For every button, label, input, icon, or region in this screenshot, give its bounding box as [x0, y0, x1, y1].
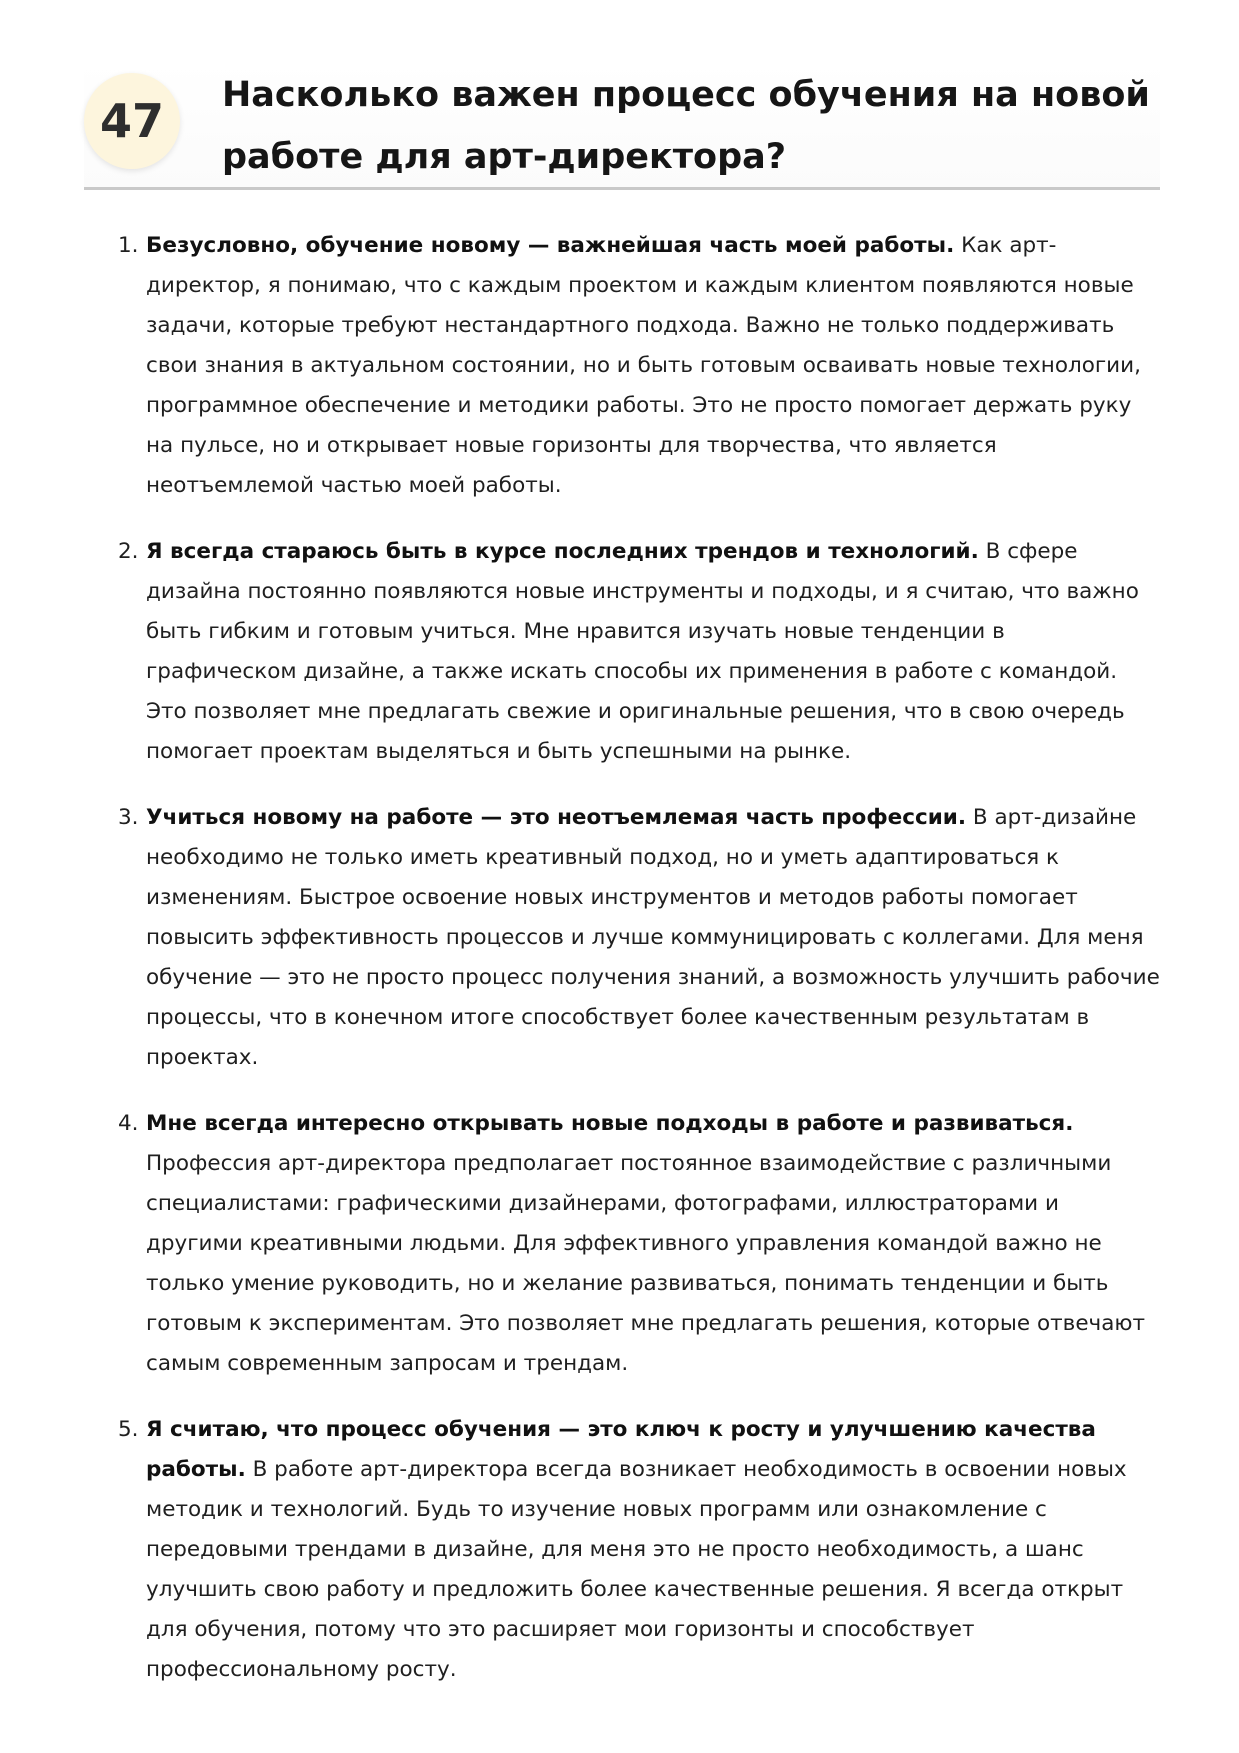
answer-item-3	[100, 798, 1160, 1078]
answer-text: В арт-дизайне необходимо не только иметь креативный подход, но и уметь адаптироваться к изменениям. Быстрое освоение новых инструментов и методов работы помогает повысить эффективность процессов и лучше коммуницировать с коллегами. Для меня обучение — это не просто процесс получения знаний, а возможность улучшить рабочие процессы, что в конечном итоге способствует более качественным результатам в проектах.	[146, 805, 1160, 1070]
answers-section	[100, 226, 1160, 1716]
answer-lead: Я всегда стараюсь быть в курсе последних трендов и технологий.	[146, 539, 979, 564]
answer-item-1	[100, 226, 1160, 506]
answer-lead: Безусловно, обучение новому — важнейшая часть моей работы.	[146, 233, 955, 258]
question-title: Насколько важен процесс обучения на новой работе для арт-директора?	[222, 75, 1150, 177]
answer-item-2	[100, 532, 1160, 772]
answer-text: В сфере дизайна постоянно появляются новые инструменты и подходы, и я считаю, что важно быть гибким и готовым учиться. Мне нравится изучать новые тенденции в графическом дизайне, а также искать способы их применения в работе с командой. Это позволяет мне предлагать свежие и оригинальные решения, что в свою очередь помогает проектам выделяться и быть успешными на рынке.	[146, 539, 1139, 764]
answer-lead: Мне всегда интересно открывать новые подходы в работе и развиваться.	[146, 1111, 1074, 1136]
answer-lead: Учиться новому на работе — это неотъемлемая часть профессии.	[146, 805, 967, 830]
answer-number: 1.	[118, 233, 139, 258]
answers-list	[100, 226, 1160, 1690]
answer-text: В работе арт-директора всегда возникает необходимость в освоении новых методик и технологий. Будь то изучение новых программ или ознакомление с передовыми трендами в дизайне, для меня это не просто необходимость, а шанс улучшить свою работу и предложить более качественные решения. Я всегда открыт для обучения, потому что это расширяет мои горизонты и способствует профессиональному росту.	[146, 1457, 1127, 1682]
question-header	[84, 62, 1160, 190]
answer-number: 3.	[118, 805, 139, 830]
answer-number: 5.	[118, 1417, 139, 1442]
answer-item-5	[100, 1410, 1160, 1690]
answer-lead: Я считаю, что процесс обучения — это ключ к росту и улучшению качества работы.	[146, 1417, 1096, 1482]
answer-text: Профессия арт-директора предполагает постоянное взаимодействие с различными специалистами: графическими дизайнерами, фотографами, иллюстраторами и другими креативными людьми. Для эффективного управления командой важно не только умение руководить, но и желание развиваться, понимать тенденции и быть готовым к экспериментам. Это позволяет мне предлагать решения, которые отвечают самым современным запросам и трендам.	[146, 1151, 1146, 1376]
answer-text: Как арт-директор, я понимаю, что с каждым проектом и каждым клиентом появляются новые задачи, которые требуют нестандартного подхода. Важно не только поддерживать свои знания в актуальном состоянии, но и быть готовым осваивать новые технологии, программное обеспечение и методики работы. Это не просто помогает держать руку на пульсе, но и открывает новые горизонты для творчества, что является неотъемлемой частью моей работы.	[146, 233, 1141, 498]
answer-item-4	[100, 1104, 1160, 1384]
answer-number: 2.	[118, 539, 139, 564]
answer-number: 4.	[118, 1111, 139, 1136]
question-number-badge: 47	[84, 73, 180, 169]
